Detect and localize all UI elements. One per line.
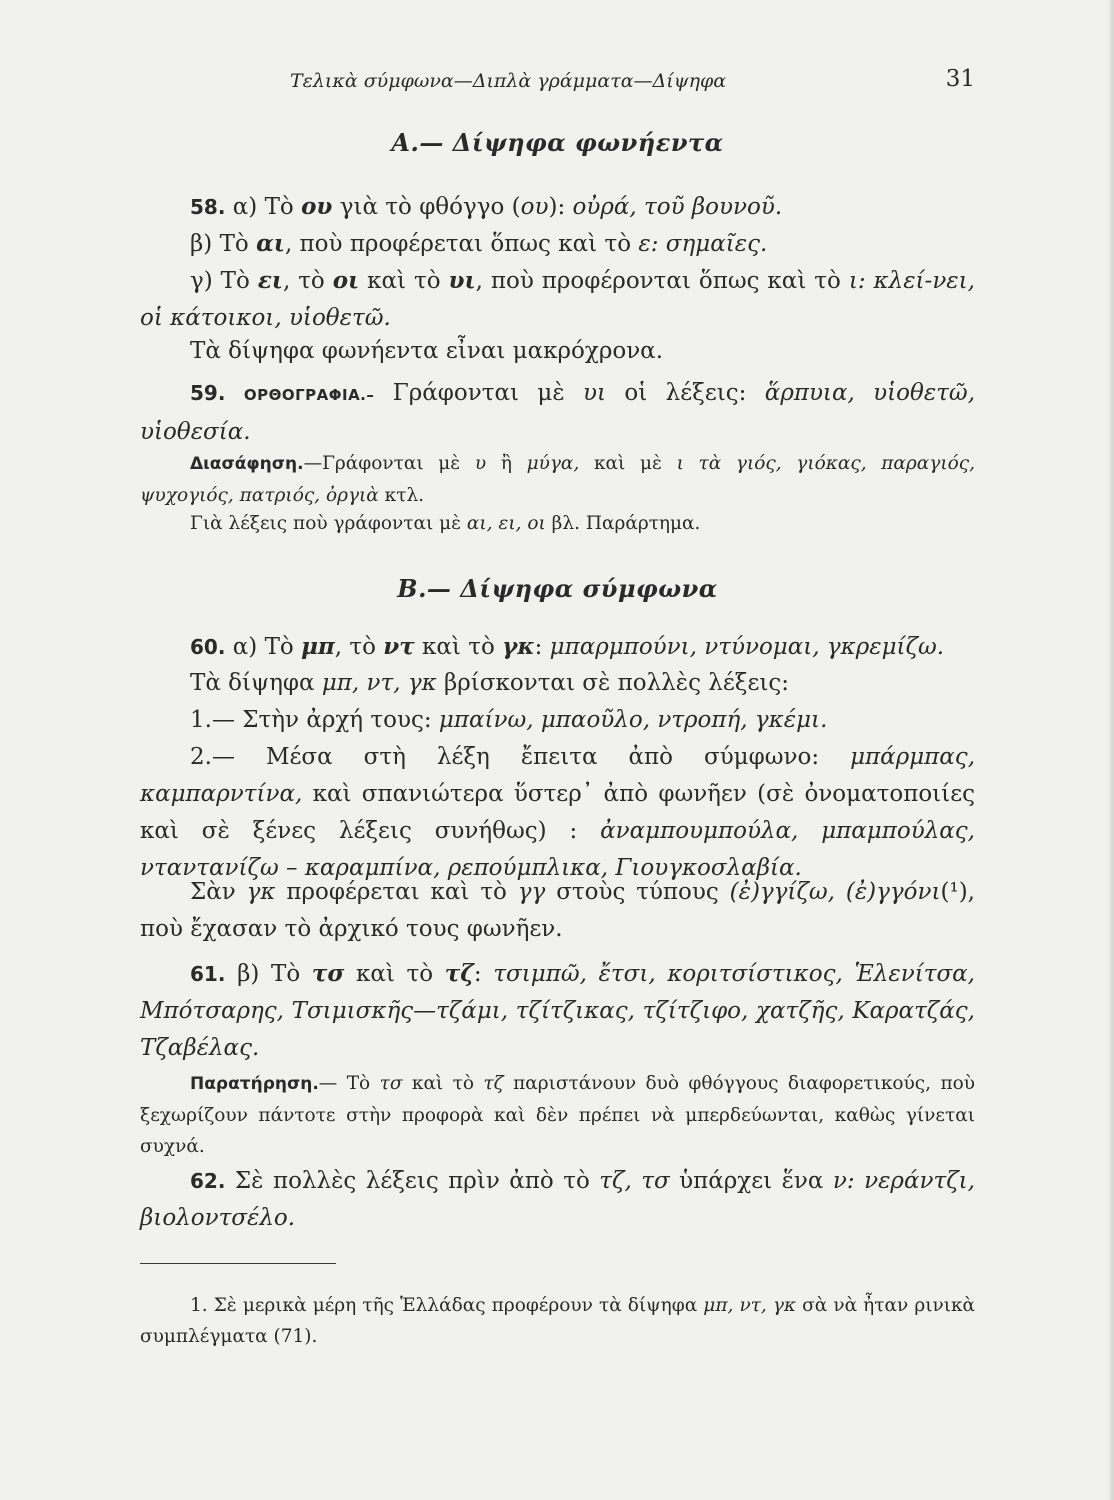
footnote-marker: (¹) [940, 879, 968, 905]
text: α) Τὸ [225, 634, 302, 660]
text: α) Τὸ [225, 194, 302, 220]
text: βρίσκονται σὲ πολλὲς λέξεις: [436, 670, 790, 696]
text: ἢ [486, 453, 527, 474]
paragraph-number: 60. [190, 635, 226, 659]
text: β) Τὸ [225, 961, 312, 987]
digraph: υι [583, 380, 607, 406]
paragraph-number: 62. [190, 1169, 226, 1193]
digraph: γγ [517, 879, 546, 905]
text: 2.— Μέσα στὴ λέξη ἔπειτα ἀπὸ σύμφωνο: [190, 744, 851, 770]
paragraph-58a [140, 188, 975, 226]
paragraph-58d: Τὰ δίψηφα φωνήεντα εἶναι μακρόχρονα. [190, 338, 664, 364]
text: καὶ σπανιώτερα ὕστερ᾽ ἀπὸ φωνῆεν (σὲ ὀνοματοποιίες καὶ σὲ ξένες λέξεις συνήθως) : [140, 781, 975, 844]
text: προφέρεται καὶ τὸ [275, 879, 518, 905]
text: οἱ λέξεις: [606, 380, 765, 406]
digraph: γκ [246, 879, 276, 905]
orthography-label: ΟΡΘΟΓΡΑΦΙΑ.– [243, 386, 375, 404]
digraph: οι [332, 267, 360, 294]
example-words: οὐρά, τοῦ βουνοῦ. [572, 194, 783, 220]
header-title: Τελικὰ σύμφωνα—Διπλὰ γράμματα—Δίψηφα [290, 70, 727, 92]
page-number: 31 [945, 66, 975, 92]
paragraph-61 [140, 955, 975, 1067]
text: καὶ τὸ [344, 961, 445, 987]
digraph: ου [301, 193, 333, 220]
paragraph-60b [140, 665, 975, 702]
text: — Τὸ [318, 1073, 380, 1094]
digraph: ει [257, 267, 283, 294]
text: , τὸ [334, 634, 384, 660]
footnote-rule [140, 1263, 336, 1264]
paragraph-number: 58. [190, 195, 226, 219]
text: σὰ νὰ ἦταν ρινικὰ συμπλέγματα (71). [140, 1295, 975, 1347]
digraph: γκ [502, 633, 535, 660]
digraphs: μπ, ντ, γκ [703, 1295, 797, 1316]
text: βλ. Παράρτημα. [545, 513, 701, 534]
example-words: σημαῖες. [665, 231, 768, 257]
letter: ι [676, 453, 684, 474]
text: : [473, 961, 494, 987]
example-words: μπάρμπας, καμπαρντίνα, [140, 744, 975, 807]
example-words: νεράντζι, βιολοντσέλο. [140, 1168, 975, 1231]
text: Σὰν [190, 879, 247, 905]
text: γιὰ τὸ φθόγγο ( [332, 194, 521, 220]
paragraph-58c [140, 262, 975, 337]
digraph: ντ [383, 633, 415, 660]
text: γ) Τὸ [190, 268, 258, 294]
digraphs: τζ, τσ [599, 1168, 670, 1194]
text: κτλ. [378, 485, 425, 506]
footnote [140, 1290, 975, 1352]
letter: ε: [638, 231, 666, 257]
text: Τὰ δίψηφα [190, 670, 322, 696]
example-words: (ἐ)γγίζω, (ἐ)γγόνι [729, 879, 941, 905]
paragraph-60e [140, 874, 975, 948]
text: 1. Σὲ μερικὰ μέρη τῆς Ἑλλάδας προφέρουν τὰ δίψηφα [190, 1295, 704, 1316]
digraph: τσ [379, 1073, 403, 1094]
text: : [534, 634, 550, 660]
text: Γιὰ λέξεις ποὺ γράφονται μὲ [190, 513, 467, 534]
paragraph-number: 61. [190, 962, 226, 986]
text: 1.— Στὴν ἀρχή τους: [190, 707, 439, 733]
text: καὶ τὸ [359, 268, 449, 294]
example-words: μπαρμπούνι, ντύνομαι, γκρεμίζω. [549, 634, 945, 660]
paragraph-60d [140, 739, 975, 887]
digraphs: αι, ει, οι [466, 513, 546, 534]
paragraph-60a [140, 628, 975, 666]
paragraph-58b [140, 225, 975, 263]
running-header [140, 66, 975, 100]
text [684, 453, 699, 474]
example-word: μύγα, [526, 453, 580, 474]
text: , ποὺ προφέρεται ὅπως καὶ τὸ [284, 231, 639, 257]
text: , ποὺ προφέρονται ὅπως καὶ τὸ [475, 268, 849, 294]
letter: ν: [832, 1168, 865, 1194]
digraph: τζ [483, 1073, 504, 1094]
text: , τὸ [282, 268, 333, 294]
example-words: μπαίνω, μπαοῦλο, ντροπή, γκέμι. [438, 707, 828, 733]
page-edge-shadow [1108, 0, 1114, 1500]
digraph: τσ [311, 960, 345, 987]
text: παριστάνουν δυὸ φθόγγους διαφορετικούς, ποὺ ξεχωρίζουν πάντοτε στὴν προφορὰ καὶ δὲν πρέπει νὰ μπερδεύωνται, καθὼς γίνεται συχνά. [140, 1073, 975, 1157]
text: , ποὺ ἔχασαν τὸ ἀρχικό τους φωνῆεν. [140, 879, 975, 942]
paragraph-60c [140, 702, 975, 739]
text: Γράφονται μὲ [374, 380, 584, 406]
section-b-heading: Β.— Δίψηφα σύμφωνα [397, 574, 718, 603]
text: καὶ μὲ [579, 453, 677, 474]
letter: υ [474, 453, 487, 474]
example-words: κλεί-νει, οἱ κάτοικοι, υἱοθετῶ. [140, 268, 975, 331]
digraph: υι [448, 267, 476, 294]
text: —Γράφονται μὲ [303, 453, 475, 474]
section-a-heading: Α.— Δίψηφα φωνήεντα [391, 128, 724, 157]
example-words: ἅρπυια, υἱοθετῶ, υἱοθεσία. [140, 380, 975, 445]
observation-note [140, 1068, 975, 1162]
paragraph-59 [140, 375, 975, 451]
text: στοὺς τύπους [545, 879, 730, 905]
text: ὑπάρχει ἕνα [669, 1168, 833, 1194]
example-words: ἀναμπουμπούλα, μπαμπούλας, νταντανίζω – καραμπίνα, ρεπούμπλικα, Γιουγκοσλαβία. [140, 818, 975, 881]
clarification-reference [140, 508, 975, 539]
observation-label: Παρατήρηση. [190, 1074, 319, 1094]
digraph: ου [520, 194, 549, 220]
text: ): [548, 194, 573, 220]
text: Σὲ πολλὲς λέξεις πρὶν ἀπὸ τὸ [225, 1168, 600, 1194]
digraphs: μπ, ντ, γκ [321, 670, 437, 696]
digraph: τζ [444, 960, 474, 987]
paragraph-number: 59. [190, 381, 226, 405]
text: καὶ τὸ [414, 634, 503, 660]
digraph: μπ [301, 633, 335, 660]
text: καὶ τὸ [402, 1073, 484, 1094]
clarification-label: Διασάφηση. [190, 454, 304, 474]
clarification-note [140, 448, 975, 511]
example-words: τὰ γιός, γιόκας, παραγιός, ψυχογιός, πατριός, ὀργιὰ [140, 453, 975, 506]
text: β) Τὸ [190, 231, 257, 257]
digraph: αι [256, 230, 285, 257]
letter: ι: [848, 268, 874, 294]
example-words: τσιμπῶ, ἔτσι, κοριτσίστικος, Ἑλενίτσα, Μπότσαρης, Τσιμισκῆς—τζάμι, τζίτζικας, τζίτζιφο, χατζῆς, Καρατζάς, Τζαβέλας. [140, 961, 975, 1061]
paragraph-62 [140, 1163, 975, 1237]
